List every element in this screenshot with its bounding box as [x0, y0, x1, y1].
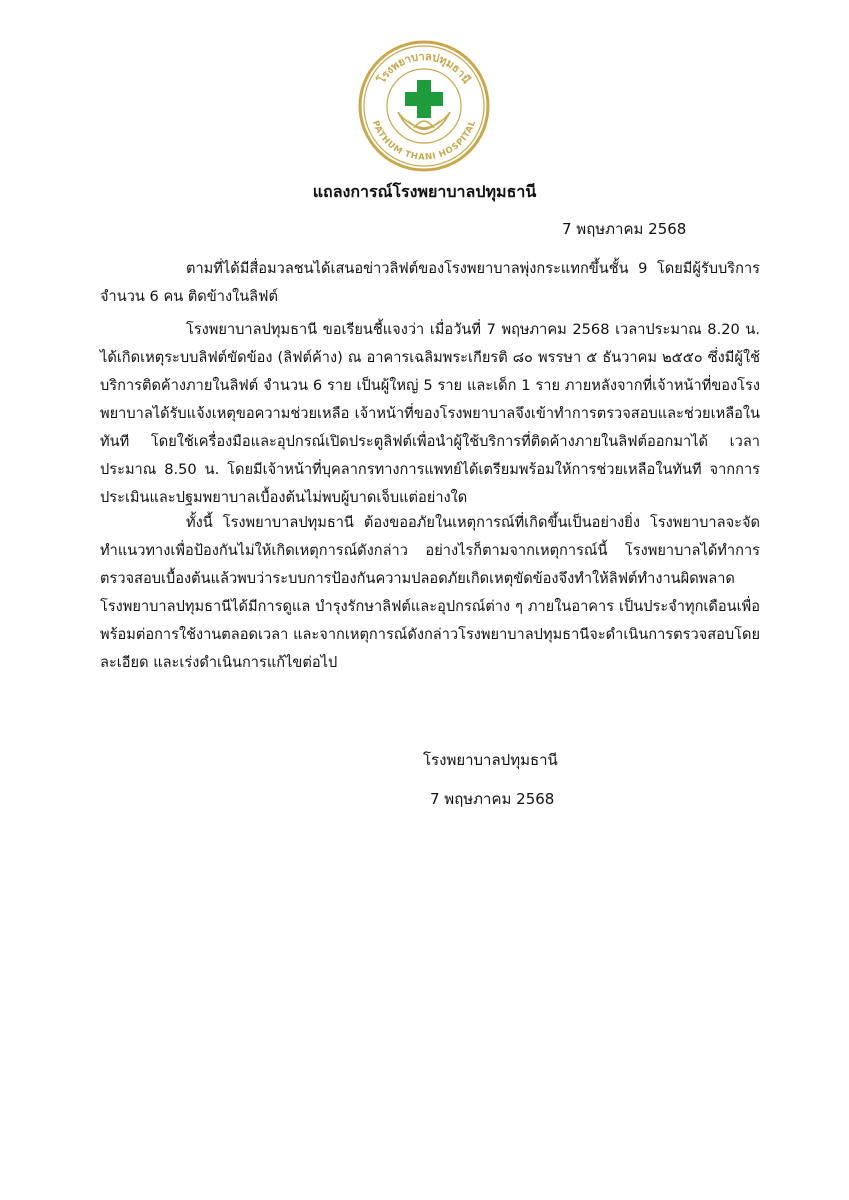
green-cross-icon — [405, 80, 443, 118]
signature-organization: โรงพยาบาลปทุมธานี — [423, 751, 558, 769]
paragraph-1: ตามที่ได้มีสื่อมวลชนได้เสนอข่าวลิฟต์ของโรงพยาบาลพุ่งกระแทกขึ้นชั้น 9 โดยมีผู้รับบริการจำนวน 6 คน ติดข้างในลิฟต์ — [100, 260, 760, 305]
document-date: 7 พฤษภาคม 2568 — [562, 220, 687, 238]
paragraph-3: ทั้งนี้ โรงพยาบาลปทุมธานี ต้องขออภัยในเหตุการณ์ที่เกิดขึ้นเป็นอย่างยิ่ง โรงพยาบาลจะจัดทำแนวทางเพื่อป้องกันไม่ให้เกิดเหตุการณ์ดังกล่าว อย่างไรก็ตามจากเหตุการณ์นี้ โรงพยาบาลได้ทำการตรวจสอบเบื้องต้นแล้วพบว่าระบบการป้องกันความปลอดภัยเกิดเหตุขัดข้องจึงทำให้ลิฟต์ทำงานผิดพลาด โรงพยาบาลปทุมธานีได้มีการดูแล บำรุงรักษาลิฟต์และอุปกรณ์ต่าง ๆ ภายในอาคาร เป็นประจำทุกเดือนเพื่อพร้อมต่อการใช้งานตลอดเวลา และจากเหตุการณ์ดังกล่าวโรงพยาบาลปทุมธานีจะดำเนินการตรวจสอบโดยละเอียด และเร่งดำเนินการแก้ไขต่อไป — [100, 514, 760, 671]
document-title: แถลงการณ์โรงพยาบาลปทุมธานี — [312, 182, 537, 201]
signature-date: 7 พฤษภาคม 2568 — [430, 790, 555, 808]
logo-english-text: PATHUM THANI HOSPITAL — [369, 119, 479, 163]
paragraph-2: โรงพยาบาลปทุมธานี ขอเรียนชี้แจงว่า เมื่อวันที่ 7 พฤษภาคม 2568 เวลาประมาณ 8.20 น. ได้เกิดเหตุระบบลิฟต์ขัดข้อง (ลิฟต์ค้าง) ณ อาคารเฉลิมพระเกียรติ ๘๐ พรรษา ๕ ธันวาคม ๒๕๕๐ ซึ่งมีผู้ใช้บริการติดค้างภายในลิฟต์ จำนวน 6 ราย เป็นผู้ใหญ่ 5 ราย และเด็ก 1 ราย ภายหลังจากที่เจ้าหน้าที่ของโรงพยาบาลได้รับแจ้งเหตุขอความช่วยเหลือ เจ้าหน้าที่ของโรงพยาบาลจึงเข้าทำการตรวจสอบและช่วยเหลือในทันที โดยใช้เครื่องมือและอุปกรณ์เปิดประตูลิฟต์เพื่อนำผู้ใช้บริการที่ติดค้างภายในลิฟต์ออกมาได้ เวลาประมาณ 8.50 น. โดยมีเจ้าหน้าที่บุคลากรทางการแพทย์ได้เตรียมพร้อมให้การช่วยเหลือในทันที จากการประเมินและปฐมพยาบาลเบื้องต้นไม่พบผู้บาดเจ็บแต่อย่างใด — [100, 321, 760, 506]
hospital-logo — [358, 40, 490, 172]
logo-thai-text: โรงพยาบาลปทุมธานี — [374, 49, 474, 86]
